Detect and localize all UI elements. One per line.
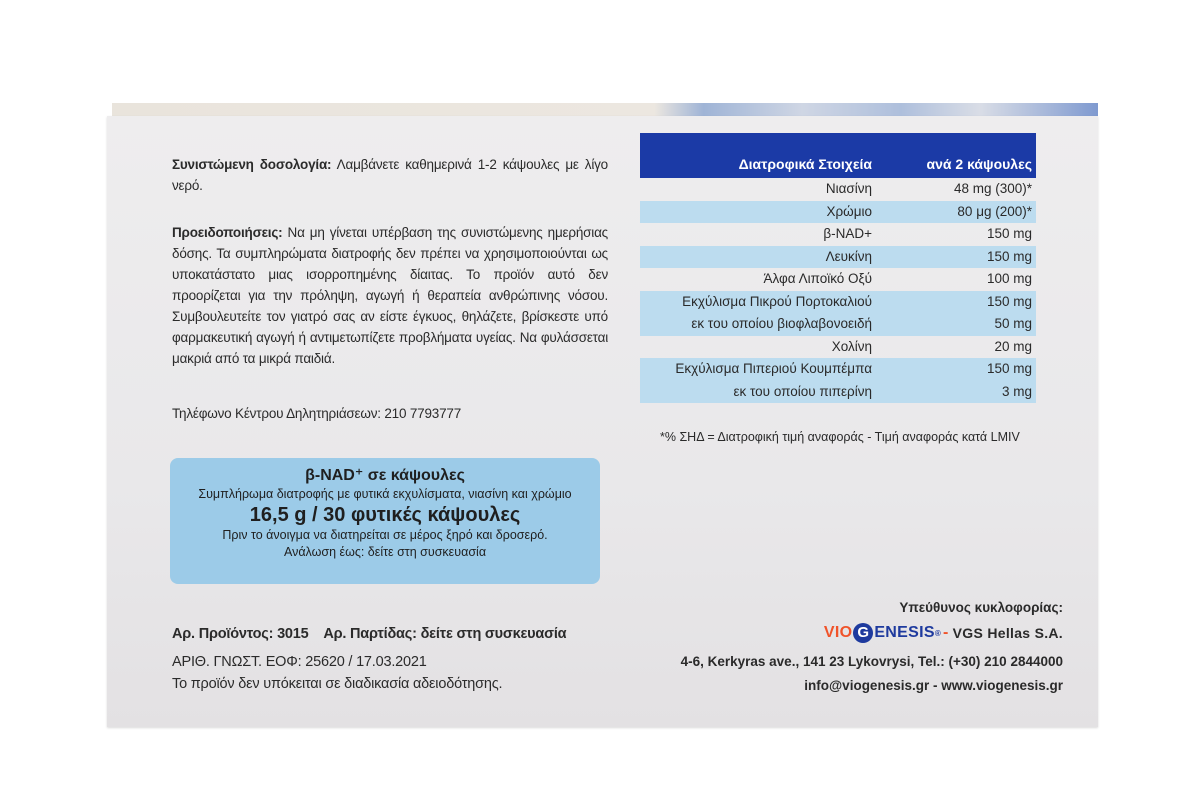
product-number: Αρ. Προϊόντος: 3015	[172, 626, 309, 642]
product-quantity: 16,5 g / 30 φυτικές κάψουλες	[249, 504, 521, 526]
table-row: Λευκίνη 150 mg	[640, 246, 1036, 269]
poison-center-phone: Τηλέφωνο Κέντρου Δηλητηριάσεων: 210 7793777	[172, 406, 461, 421]
table-row: Χρώμιο 80 μg (200)*	[640, 201, 1036, 224]
distributor-label: Υπεύθυνος κυκλοφορίας:	[899, 600, 1063, 615]
table-row: Εκχύλισμα Πιπεριού Κουμπέμπα 150 mg	[640, 358, 1036, 381]
table-row: Άλφα Λιποϊκό Οξύ 100 mg	[763, 271, 1032, 286]
licensing-note: Το προϊόν δεν υπόκειται σε διαδικασία αδειοδότησης.	[172, 676, 503, 692]
table-row: Χολίνη 20 mg	[831, 338, 1032, 354]
distributor-address: 4-6, Kerkyras ave., 141 23 Lykovrysi, Tel.: (+30) 210 2844000	[680, 654, 1063, 669]
storage-instructions: Πριν το άνοιγμα να διατηρείται σε μέρος ξηρό και δροσερό.	[222, 528, 548, 542]
product-numbers	[172, 624, 566, 645]
nutrition-table	[640, 133, 1036, 403]
nutrition-table-header: Διατροφικά Στοιχεία ανά 2 κάψουλες	[640, 133, 1036, 178]
dosage-text: Συνιστώμενη δοσολογία: Λαμβάνετε καθημερινά 1-2 κάψουλες με λίγο νερό.	[172, 157, 608, 193]
table-row: β-NAD+ 150 mg	[823, 226, 1032, 241]
distributor-company	[824, 623, 1063, 643]
product-subtitle: Συμπλήρωμα διατροφής με φυτικά εκχυλίσματα, νιασίνη και χρώμιο	[198, 487, 572, 501]
product-panel	[170, 458, 600, 584]
batch-number: Αρ. Παρτίδας: δείτε στη συσκευασία	[323, 626, 567, 642]
g-circle-icon: G	[853, 623, 873, 643]
warnings-label: Προειδοποιήσεις:	[172, 225, 283, 240]
table-row: εκ του οποίου βιοφλαβονοειδή 50 mg	[640, 313, 1036, 336]
distributor-contact: info@viogenesis.gr - www.viogenesis.gr	[804, 678, 1063, 693]
box-top-edge	[112, 103, 1098, 117]
viogenesis-logo: VIO G ENESIS ® - VGS Hellas S.A.	[823, 624, 1063, 641]
nutrition-footnote: *% ΣΗΔ = Διατροφική τιμή αναφοράς - Τιμή αναφοράς κατά LMIV	[660, 430, 1020, 444]
product-title: β-NAD⁺ σε κάψουλες	[305, 467, 465, 484]
expiry-info: Ανάλωση έως: δείτε στη συσκευασία	[283, 545, 487, 559]
table-row: Νιασίνη 48 mg (300)*	[825, 181, 1032, 196]
dosage-label: Συνιστώμενη δοσολογία:	[172, 157, 332, 172]
eof-number: ΑΡΙΘ. ΓΝΩΣΤ. ΕΟΦ: 25620 / 17.03.2021	[172, 654, 427, 670]
warnings-text: Προειδοποιήσεις: Να μη γίνεται υπέρβαση της συνιστώμενης ημερήσιας δόσης. Τα συμπληρώματα διατροφής δεν πρέπει να χρησιμοποιούνται ως υποκατάστατο μιας ισορροπημένης δίαιτας. Το προϊόν αυτό δεν προορίζεται για την πρόληψη, αγωγή ή θεραπεία ανθρώπινης νόσου. Συμβουλευτείτε τον γιατρό σας αν είστε έγκυος, θηλάζετε, βρίσκεστε υπό φαρμακευτική αγωγή ή αντιμετωπίζετε προβλήματα υγείας. Να φυλάσσεται μακριά από τα μικρά παιδιά.	[172, 225, 608, 366]
table-row: Εκχύλισμα Πικρού Πορτοκαλιού 150 mg	[640, 291, 1036, 314]
table-row: εκ του οποίου πιπερίνη 3 mg	[640, 381, 1036, 404]
